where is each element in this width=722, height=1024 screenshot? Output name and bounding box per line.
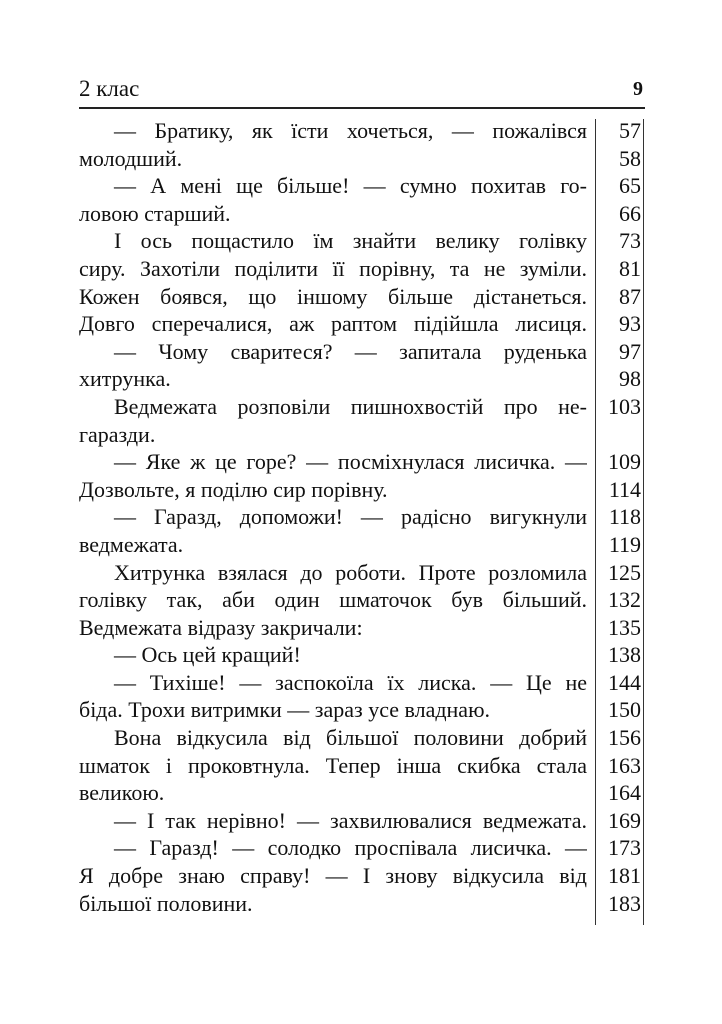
word-count: 87 [619, 283, 641, 309]
line-text: — Тихіше! — заспокоїла їх лиска. — Це не [114, 669, 587, 695]
page-number: 9 [633, 78, 643, 100]
text-line [79, 559, 645, 587]
word-count: 119 [608, 531, 641, 557]
line-text: ведмежата. [79, 531, 184, 557]
header-divider [79, 107, 645, 109]
text-line [79, 476, 645, 504]
text-line [79, 338, 645, 366]
word-count: 144 [608, 669, 641, 695]
text-line [79, 807, 645, 835]
line-text: сиру. Захотіли поділити її порівну, та не зуміли. [79, 255, 587, 281]
word-count: 135 [608, 614, 641, 640]
grade-label: 2 клас [79, 76, 140, 101]
word-count: 97 [619, 338, 641, 364]
word-count: 183 [608, 890, 641, 916]
text-line [79, 310, 645, 338]
text-line [79, 227, 645, 255]
word-count: 98 [619, 366, 641, 392]
word-count: 150 [608, 697, 641, 723]
line-text: більшої половини. [79, 890, 253, 916]
word-count: 125 [608, 559, 641, 585]
line-text: хитрунка. [79, 366, 171, 392]
line-text: Кожен боявся, що іншому більше дістанеться. [79, 283, 587, 309]
reading-text [79, 117, 645, 917]
text-line [79, 448, 645, 476]
text-line [79, 393, 645, 421]
text-line [79, 669, 645, 697]
word-count: 169 [608, 807, 641, 833]
word-count: 181 [608, 863, 641, 889]
line-text: Хитрунка взялася до роботи. Проте розломила [114, 559, 587, 585]
line-text: — Чому сваритеся? — запитала руденька [114, 338, 587, 364]
line-text: І ось пощастило їм знайти велику голівку [114, 228, 587, 254]
line-text: — Ось цей кращий! [114, 642, 301, 668]
word-count: 173 [608, 835, 641, 861]
text-line [79, 283, 645, 311]
word-count: 118 [608, 504, 641, 530]
line-text: — І так нерівно! — захвилювалися ведмежата. [114, 807, 587, 833]
text-line [79, 365, 645, 393]
text-line [79, 172, 645, 200]
word-count: 164 [608, 780, 641, 806]
word-count: 132 [608, 587, 641, 613]
text-line [79, 586, 645, 614]
line-text: ловою старший. [79, 200, 231, 226]
text-line [79, 200, 645, 228]
word-count: 57 [619, 118, 641, 143]
line-text: Вона відкусила від більшої половини добрий [114, 725, 587, 751]
word-count: 73 [619, 228, 641, 254]
text-line [79, 752, 645, 780]
line-text: Ведмежата розповіли пишнохвостій про не- [114, 393, 587, 419]
line-text: — А мені ще більше! — сумно похитав го- [114, 173, 587, 199]
line-text: біда. Трохи витримки — зараз усе владнаю. [79, 697, 491, 723]
word-count: 114 [608, 476, 641, 502]
text-line [79, 421, 645, 449]
line-text: Я добре знаю справу! — І знову відкусила від [79, 863, 587, 889]
text-line [79, 862, 645, 890]
line-text: — Яке ж це горе? — посміхнулася лисичка. — [114, 449, 587, 475]
line-text: — Гаразд! — солодко проспівала лисичка. — [114, 835, 587, 861]
text-line [79, 890, 645, 918]
word-count: 103 [608, 393, 641, 419]
word-count: 66 [619, 200, 641, 226]
word-count: 65 [619, 173, 641, 199]
text-line [79, 779, 645, 807]
word-count: 93 [619, 311, 641, 337]
line-text: гаразди. [79, 421, 156, 447]
line-text: Довго сперечалися, аж раптом підійшла лисиця. [79, 311, 587, 337]
text-line [79, 255, 645, 283]
word-count: 109 [608, 449, 641, 475]
word-count: 156 [608, 725, 641, 751]
text-line [79, 696, 645, 724]
word-count: 163 [608, 752, 641, 778]
line-text: Дозвольте, я поділю сир порівну. [79, 476, 388, 502]
word-count: 138 [608, 642, 641, 668]
text-line [79, 503, 645, 531]
line-text: — Братику, як їсти хочеться, — пожалівся [114, 118, 587, 143]
text-line [79, 117, 645, 145]
text-line [79, 614, 645, 642]
word-count: 81 [619, 255, 641, 281]
line-text: молодший. [79, 145, 183, 171]
line-text: — Гаразд, допоможи! — радісно вигукнули [114, 504, 587, 530]
text-line [79, 641, 645, 669]
line-text: Ведмежата відразу закричали: [79, 614, 363, 640]
line-text: голівку так, аби один шматочок був більший. [79, 587, 587, 613]
text-line [79, 145, 645, 173]
text-line [79, 531, 645, 559]
line-text: шматок і проковтнула. Тепер інша скибка стала [79, 752, 587, 778]
text-line [79, 834, 645, 862]
text-line [79, 724, 645, 752]
line-text: великою. [79, 780, 165, 806]
word-count: 58 [619, 145, 641, 171]
